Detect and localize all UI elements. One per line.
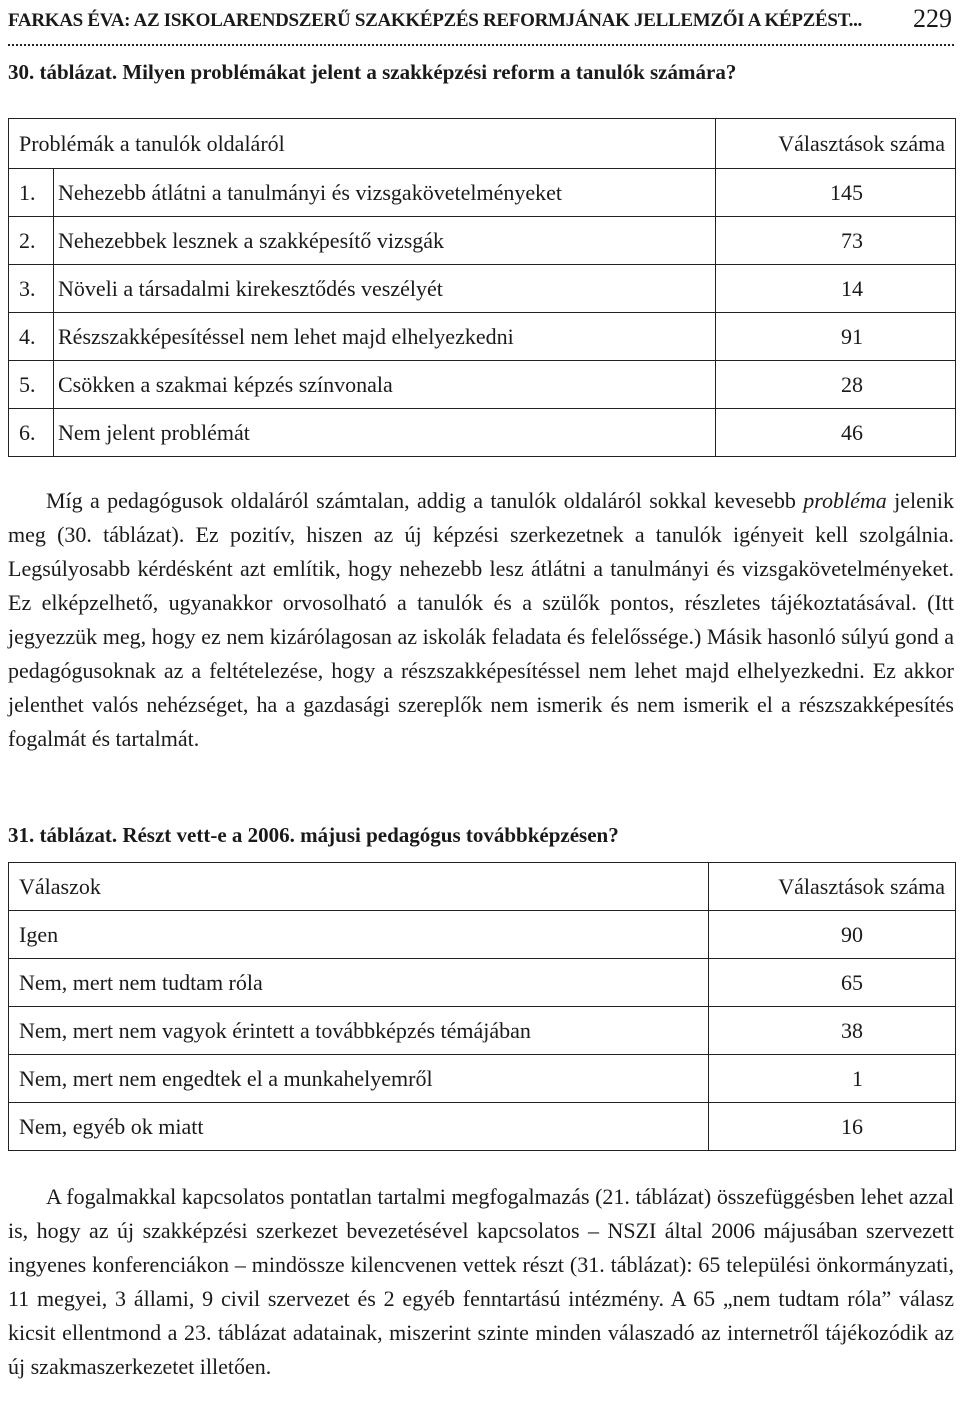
table-row bbox=[9, 959, 956, 1007]
row-value: 145 bbox=[716, 169, 956, 217]
row-value: 46 bbox=[716, 409, 956, 457]
row-value: 1 bbox=[709, 1055, 956, 1103]
row-value: 16 bbox=[709, 1103, 956, 1151]
table-header-row bbox=[9, 119, 956, 169]
row-index: 6. bbox=[9, 409, 54, 457]
page-number: 229 bbox=[913, 4, 952, 33]
table-row bbox=[9, 1055, 956, 1103]
row-index: 2. bbox=[9, 217, 54, 265]
column-header-count: Választások száma bbox=[716, 119, 956, 169]
row-value: 14 bbox=[716, 265, 956, 313]
row-value: 65 bbox=[709, 959, 956, 1007]
table-row bbox=[9, 313, 956, 361]
table-row bbox=[9, 169, 956, 217]
paragraph-1-emphasis: probléma bbox=[803, 488, 887, 513]
body-paragraph-1 bbox=[8, 484, 954, 756]
row-label: Növeli a társadalmi kirekesztődés veszélyét bbox=[54, 265, 716, 313]
row-index: 3. bbox=[9, 265, 54, 313]
row-label: Nem jelent problémát bbox=[54, 409, 716, 457]
row-label: Nehezebbek lesznek a szakképesítő vizsgák bbox=[54, 217, 716, 265]
running-header bbox=[8, 4, 954, 46]
row-label: Részszakképesítéssel nem lehet majd elhelyezkedni bbox=[54, 313, 716, 361]
paragraph-2-text: A fogalmakkal kapcsolatos pontatlan tartalmi megfogalmazás (21. táblázat) összefüggésben lehet azzal is, hogy az új szakképzési szerkezet bevezetésével kapcsolatos – NSZI által 2006 májusában szervezett ingyenes konferenciákon – mindössze kilencvenen vettek részt (31. táblázat): 65 települési önkormányzati, 11 megyei, 3 állami, 9 civil szervezet és 2 egyéb fenntartású intézmény. A 65 „nem tudtam róla” válasz kicsit ellentmond a 23. táblázat adatainak, miszerint szinte minden válaszadó az internetről tájékozódik az új szakmaszerkezetet illetően. bbox=[8, 1184, 954, 1379]
row-label: Nem, mert nem engedtek el a munkahelyemről bbox=[9, 1055, 709, 1103]
table-row bbox=[9, 409, 956, 457]
paragraph-1-text-a: Míg a pedagógusok oldaláról számtalan, addig a tanulók oldaláról sokkal kevesebb bbox=[46, 488, 804, 513]
row-label: Csökken a szakmai képzés színvonala bbox=[54, 361, 716, 409]
table-row bbox=[9, 911, 956, 959]
column-header-problems: Problémák a tanulók oldaláról bbox=[9, 119, 716, 169]
row-label: Nem, mert nem tudtam róla bbox=[9, 959, 709, 1007]
row-value: 91 bbox=[716, 313, 956, 361]
column-header-count: Választások száma bbox=[709, 863, 956, 911]
row-value: 73 bbox=[716, 217, 956, 265]
row-value: 90 bbox=[709, 911, 956, 959]
row-index: 5. bbox=[9, 361, 54, 409]
table-30-caption: 30. táblázat. Milyen problémákat jelent a szakképzési reform a tanulók számára? bbox=[8, 60, 737, 84]
row-label: Igen bbox=[9, 911, 709, 959]
running-title: FARKAS ÉVA: AZ ISKOLARENDSZERŰ SZAKKÉPZÉS REFORMJÁNAK JELLEMZŐI A KÉPZÉST... bbox=[8, 10, 863, 31]
row-index: 4. bbox=[9, 313, 54, 361]
row-value: 28 bbox=[716, 361, 956, 409]
row-label: Nehezebb átlátni a tanulmányi és vizsgakövetelményeket bbox=[54, 169, 716, 217]
table-31 bbox=[8, 862, 956, 1151]
paragraph-1-text-b: jelenik meg (30. táblázat). Ez pozitív, hiszen az új képzési szerkezetnek a tanulók igényeit kell szolgálnia. Legsúlyosabb kérdésként azt említik, hogy nehezebb lesz átlátni a tanulmányi és vizsgakövetelményeket. Ez elképzelhető, ugyanakkor orvosolható a tanulók és a szülők pontos, részletes tájékoztatásával. (Itt jegyezzük meg, hogy ez nem kizárólagosan az iskolák feladata és felelőssége.) Másik hasonló súlyú gond a pedagógusoknak az a feltételezése, hogy a részszakképesítéssel nem lehet majd elhelyezkedni. Ez akkor jelenthet valós nehézséget, ha a gazdasági szereplők nem ismerik és nem ismerik el a részszakképesítés fogalmát és tartalmát. bbox=[8, 488, 954, 751]
table-row bbox=[9, 1007, 956, 1055]
table-row bbox=[9, 1103, 956, 1151]
row-value: 38 bbox=[709, 1007, 956, 1055]
table-row bbox=[9, 361, 956, 409]
column-header-answers: Válaszok bbox=[9, 863, 709, 911]
table-row bbox=[9, 265, 956, 313]
table-31-caption: 31. táblázat. Részt vett-e a 2006. májusi pedagógus továbbképzésen? bbox=[8, 823, 619, 847]
row-label: Nem, egyéb ok miatt bbox=[9, 1103, 709, 1151]
table-header-row bbox=[9, 863, 956, 911]
table-row bbox=[9, 217, 956, 265]
row-index: 1. bbox=[9, 169, 54, 217]
row-label: Nem, mert nem vagyok érintett a továbbképzés témájában bbox=[9, 1007, 709, 1055]
table-30 bbox=[8, 118, 956, 457]
body-paragraph-2 bbox=[8, 1180, 954, 1384]
